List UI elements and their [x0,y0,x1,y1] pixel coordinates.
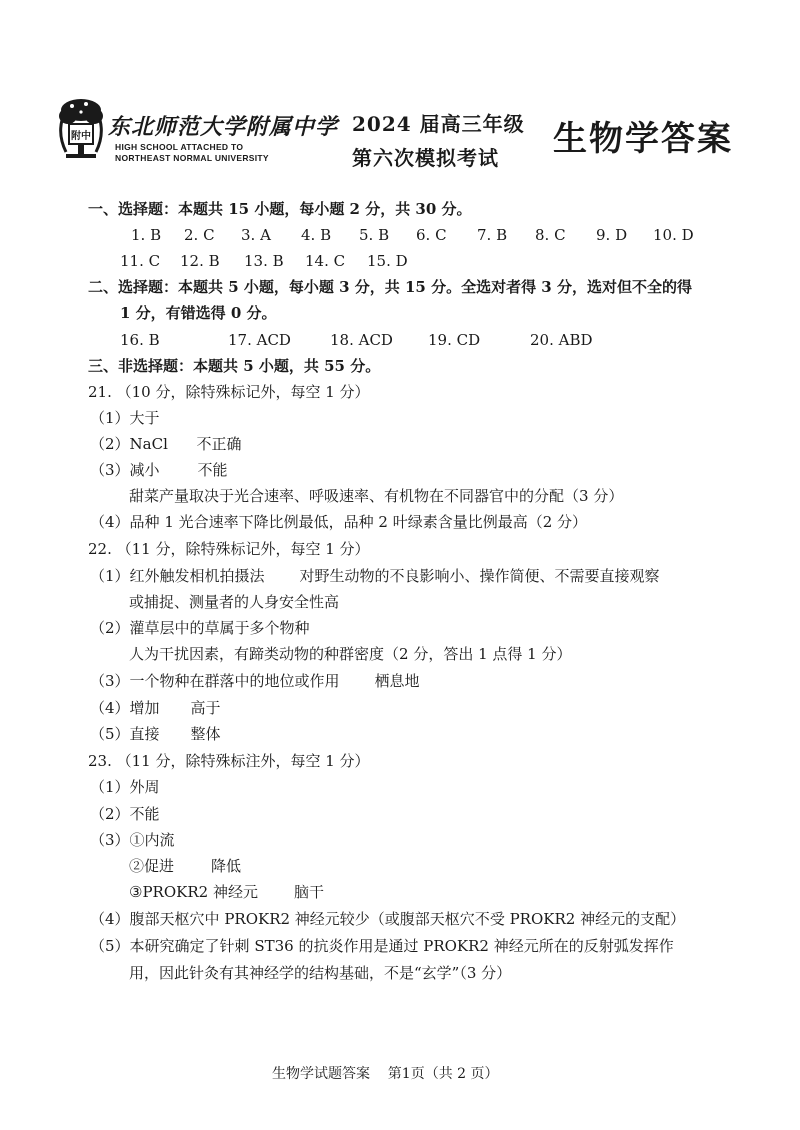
answer-text: 减小 [129,461,160,479]
answer-3: 3. A [241,226,271,244]
q22-header: 22. （11 分，除特殊标记外，每空 1 分） [88,540,370,558]
answer-text: 整体 [190,725,221,743]
item-number: （2） [90,805,130,823]
item-number: （4） [90,699,130,717]
answer-4: 4. B [301,226,332,244]
answer-7: 7. B [477,226,508,244]
q23-item-1 [90,774,160,800]
answer-11: 11. C [120,252,161,270]
q21-item-4 [90,509,587,535]
item-number: （1） [90,778,130,796]
answer-text: 品种 1 光合速率下降比例最低，品种 2 叶绿素含量比例最高（2 分） [129,513,588,531]
q22-item-4 [90,695,221,721]
answer-1: 1. B [131,226,162,244]
q22-item-5 [90,721,221,747]
q23-item-3-b [129,853,241,879]
q23-item-2 [90,801,160,827]
item-number: （1） [90,567,130,585]
answer-text: 对野生动物的不良影响小、操作简便、不需要直接观察 [299,567,660,585]
answer-text: 灌草层中的草属于多个物种 [129,619,310,637]
school-name-cn: 东北师范大学附属中学 [108,114,339,140]
answer-text: 不正确 [196,435,242,453]
q21-item-3-cont: 甜菜产量取决于光合速率、呼吸速率、有机物在不同器官中的分配（3 分） [129,487,624,505]
q22-item-2 [90,615,310,641]
q21-item-3 [90,457,228,483]
answer-text: 红外触发相机拍摄法 [129,567,265,585]
answer-20: 20. ABD [530,331,593,349]
answer-text: 高于 [190,699,221,717]
school-name-en-line2: NORTHEAST NORMAL UNIVERSITY [115,153,269,163]
answer-text: NaCl [129,435,168,453]
answer-6: 6. C [416,226,447,244]
q23-item-4 [90,906,685,932]
doc-title: 生物学答案 [553,119,733,159]
q22-item-3 [90,668,420,694]
answer-text: 外周 [129,778,160,796]
q21-header: 21. （10 分，除特殊标记外，每空 1 分） [88,383,370,401]
answer-text: 腹部天枢穴中 PROKR2 神经元较少（或腹部天枢穴不受 PROKR2 神经元的支配） [129,910,686,928]
item-number: （1） [90,409,130,427]
answer-8: 8. C [535,226,566,244]
part2-answers [120,327,593,353]
answer-18: 18. ACD [330,331,393,349]
q22-item-1 [90,563,660,589]
item-number: （3） [90,672,130,690]
answer-19: 19. CD [428,331,481,349]
exam-title-line1: 2024 届高三年级 [352,112,525,136]
answer-9: 9. D [596,226,628,244]
answer-text: ①内流 [129,831,175,849]
answer-text: 直接 [129,725,160,743]
answer-14: 14. C [305,252,346,270]
q22-item-1-cont: 或捕捉、测量者的人身安全性高 [129,593,340,611]
part1-heading: 一、选择题：本题共 15 小题，每小题 2 分，共 30 分。 [88,200,472,218]
answer-2: 2. C [184,226,215,244]
answer-17: 17. ACD [228,331,291,349]
answer-16: 16. B [120,331,160,349]
item-number: （3） [90,831,130,849]
item-number: （2） [90,619,130,637]
q23-item-5-cont: 用，因此针灸有其神经学的结构基础，不是“玄学”（3 分） [129,964,512,982]
q22-item-2-cont: 人为干扰因素，有蹄类动物的种群密度（2 分，答出 1 点得 1 分） [129,645,572,663]
item-number: （4） [90,513,130,531]
q23-header: 23. （11 分，除特殊标注外，每空 1 分） [88,752,370,770]
item-number: （3） [90,461,130,479]
part1-answers-row2 [120,248,408,274]
q23-item-3 [90,827,175,853]
item-number: （5） [90,937,130,955]
answer-15: 15. D [367,252,408,270]
answer-text: 一个物种在群落中的地位或作用 [129,672,340,690]
answer-text: 脑干 [294,883,325,901]
answer-text: 增加 [129,699,160,717]
answer-5: 5. B [359,226,390,244]
answer-10: 10. D [653,226,694,244]
answer-text: ③PROKR2 神经元 [129,883,258,901]
answer-text: 不能 [129,805,160,823]
q21-item-2 [90,431,242,457]
answer-text: 大于 [129,409,160,427]
school-name-en-line1: HIGH SCHOOL ATTACHED TO [115,142,244,152]
answer-text: ②促进 [129,857,175,875]
q23-item-3-c [129,879,324,905]
answer-text: 本研究确定了针刺 ST36 的抗炎作用是通过 PROKR2 神经元所在的反射弧发挥作 [129,937,674,955]
page-footer: 生物学试题答案 第1页（共 2 页） [272,1066,499,1082]
part3-heading: 三、非选择题：本题共 5 小题，共 55 分。 [88,357,381,375]
q21-item-1 [90,405,160,431]
answer-12: 12. B [180,252,220,270]
item-number: （5） [90,725,130,743]
answer-text: 降低 [211,857,242,875]
item-number: （4） [90,910,130,928]
answer-text: 不能 [197,461,228,479]
exam-title-line2: 第六次模拟考试 [352,146,499,170]
part2-heading-cont: 1 分，有错选得 0 分。 [120,304,277,322]
answer-text: 栖息地 [374,672,420,690]
school-logo [56,96,106,162]
logo-seal-text: 附中 [71,131,91,142]
q23-item-5 [90,933,674,959]
part2-heading: 二、选择题：本题共 5 小题，每小题 3 分，共 15 分。全选对者得 3 分，选对但不全的得 [88,278,692,296]
item-number: （2） [90,435,130,453]
answer-13: 13. B [244,252,284,270]
part1-answers-row1 [131,222,694,248]
